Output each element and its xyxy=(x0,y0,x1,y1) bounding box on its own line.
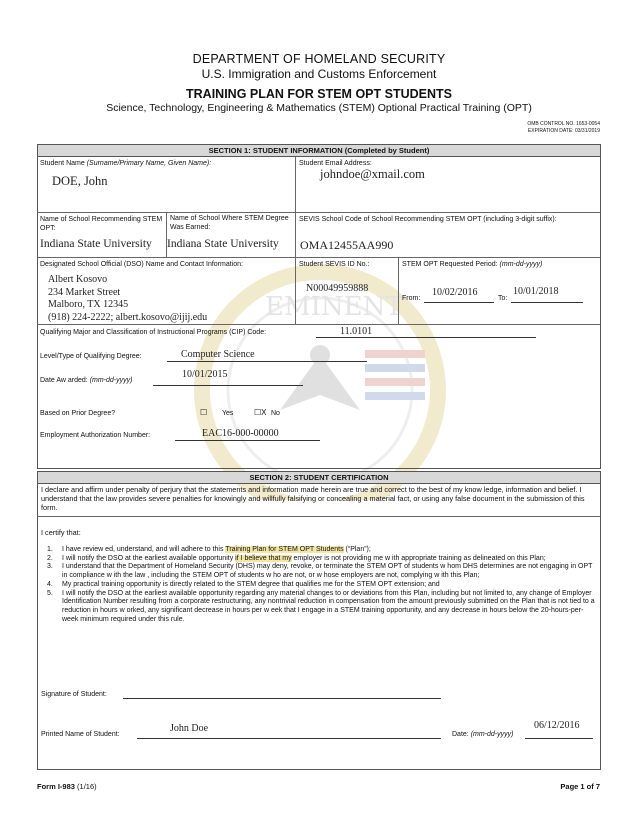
form-id: Form I-983 (1/16) xyxy=(37,782,97,791)
cert-item-3: 3. I understand that the Department of Homeland Security (DHS) may deny, revoke, or terminate the STEM OPT of students w hom DHS determines are not engaging in OPT in compliance w ith the law , including the STEM OPT of students w ho are not, or w hose employers are not, complying w ith this Plan; xyxy=(47,563,593,580)
date-awarded-field[interactable]: 10/01/2015 xyxy=(182,369,228,380)
agency-title: U.S. Immigration and Customs Enforcement xyxy=(201,67,437,81)
cert-item-1: 1. I have review ed, understand, and will adhere to this Training Plan for STEM OPT Students (“Plan”); xyxy=(47,546,371,553)
degree-level-field[interactable]: Computer Science xyxy=(181,349,255,360)
school-degree-field[interactable]: Indiana State University xyxy=(167,238,279,250)
dso-city: Malboro, TX 12345 xyxy=(48,299,129,310)
department-title: DEPARTMENT OF HOMELAND SECURITY xyxy=(192,52,446,66)
page-number: Page 1 of 7 xyxy=(560,782,600,791)
signature-date-field[interactable]: 06/12/2016 xyxy=(534,720,580,731)
date-awarded-label: Date Aw arded: (mm-dd-yyyy) xyxy=(40,377,133,384)
cip-label: Qualifying Major and Classification of Instructional Programs (CIP) Code: xyxy=(40,329,267,336)
school-recommending-field[interactable]: Indiana State University xyxy=(40,238,152,250)
email-field[interactable]: johndoe@xmail.com xyxy=(320,167,425,181)
cert-item-4: 4. My practical training opportunity is directly related to the STEM degree that qualifies me for the STEM OPT extension; and xyxy=(47,580,440,588)
prior-degree-no-checkbox[interactable]: ☐X xyxy=(254,408,267,417)
prior-degree-no-label: No xyxy=(271,410,280,417)
cert-item-5: 5. I will notify the DSO at the earliest available opportunity regarding any material changes to or deviations from this Plan, including but not limited to, any change of Employer Identification Number resulting from a corporate restructuring, any nontrivial reduction in compensation from the amount previously submitted on the Plan that is not tied to a reduction in hours w orked, any significant decrease in hours per w eek that I engage in a STEM training opportunity, and any decrease in hours below the 20-hours-per-week minimum required under this rule. xyxy=(47,589,595,623)
dso-contact-field[interactable] xyxy=(48,274,207,324)
dso-street: 234 Market Street xyxy=(48,286,121,298)
sevis-school-label: SEVIS School Code of School Recommending STEM OPT (including 3-digit suffix): xyxy=(299,216,557,223)
prior-degree-yes-label: Yes xyxy=(222,410,234,417)
sevis-id-label: Student SEVIS ID No.: xyxy=(299,261,370,268)
school-recommending-label: Name of School Recommending STEM OPT: xyxy=(40,216,163,232)
cip-code-field[interactable]: 11.0101 xyxy=(340,326,373,337)
email-label: Student Email Address: xyxy=(299,160,372,167)
form-title: TRAINING PLAN FOR STEM OPT STUDENTS xyxy=(186,87,452,101)
prior-degree-label: Based on Prior Degree? xyxy=(40,410,116,417)
student-name-field[interactable]: DOE, John xyxy=(52,174,108,188)
date-label: Date: (mm-dd-yyyy) xyxy=(452,731,514,738)
section2-heading: SECTION 2: STUDENT CERTIFICATION xyxy=(38,472,600,484)
signature-line[interactable] xyxy=(123,698,441,699)
form-subtitle: Science, Technology, Engineering & Mathematics (STEM) Optional Practical Training (OPT) xyxy=(106,102,532,114)
degree-level-label: Level/Type of Qualifying Degree: xyxy=(40,353,142,360)
prior-degree-yes-checkbox[interactable]: ☐ xyxy=(200,408,208,417)
omb-block xyxy=(527,121,600,135)
dso-name: Albert Kosovo xyxy=(48,274,108,285)
school-degree-label: Name of School Where STEM Degree Was Earned: xyxy=(170,215,289,231)
declaration-text: I declare and affirm under penalty of perjury that the statements and information made herein are true and correct to the best of my know ledge, information and belief. I understand that the law provides severe penalties for knowingly and willfully falsifying or concealing a material fact, or using any false document in the submission of this form. xyxy=(41,485,585,513)
watermark-text: EMINENT xyxy=(265,292,403,322)
from-label: From: xyxy=(402,295,421,302)
printed-name-label: Printed Name of Student: xyxy=(41,731,120,738)
to-label: To: xyxy=(498,295,508,302)
certification-list xyxy=(47,546,595,624)
ead-number-field[interactable]: EAC16-000-00000 xyxy=(202,428,279,439)
signature-label: Signature of Student: xyxy=(41,691,107,698)
ead-label: Employment Authorization Number: xyxy=(40,432,151,439)
dso-label: Designated School Official (DSO) Name and Contact Information: xyxy=(40,261,243,268)
sevis-school-field[interactable]: OMA12455AA990 xyxy=(300,238,394,252)
from-date-field[interactable]: 10/02/2016 xyxy=(432,287,478,298)
dso-phone-email: (918) 224-2222; albert.kosovo@ijij.edu xyxy=(48,311,208,323)
student-name-label: Student Name (Surname/Primary Name, Given Name): xyxy=(40,160,212,167)
sevis-id-field[interactable]: N00049959888 xyxy=(306,283,369,294)
certify-intro: I certify that: xyxy=(41,528,81,537)
expiration-date: EXPIRATION DATE: 03/31/2019 xyxy=(527,128,600,134)
section1-heading: SECTION 1: STUDENT INFORMATION (Completed by Student) xyxy=(38,145,600,157)
cert-item-2: 2. I will notify the DSO at the earliest available opportunity if I believe that my employer is not providing me w ith appropriate training as delineated on this Plan; xyxy=(47,554,546,562)
period-label: STEM OPT Requested Period: (mm-dd-yyyy) xyxy=(402,261,543,268)
omb-control: OMB CONTROL NO. 1653-0054 xyxy=(527,121,600,127)
to-date-field[interactable]: 10/01/2018 xyxy=(513,286,559,297)
printed-name-field[interactable]: John Doe xyxy=(170,723,209,734)
